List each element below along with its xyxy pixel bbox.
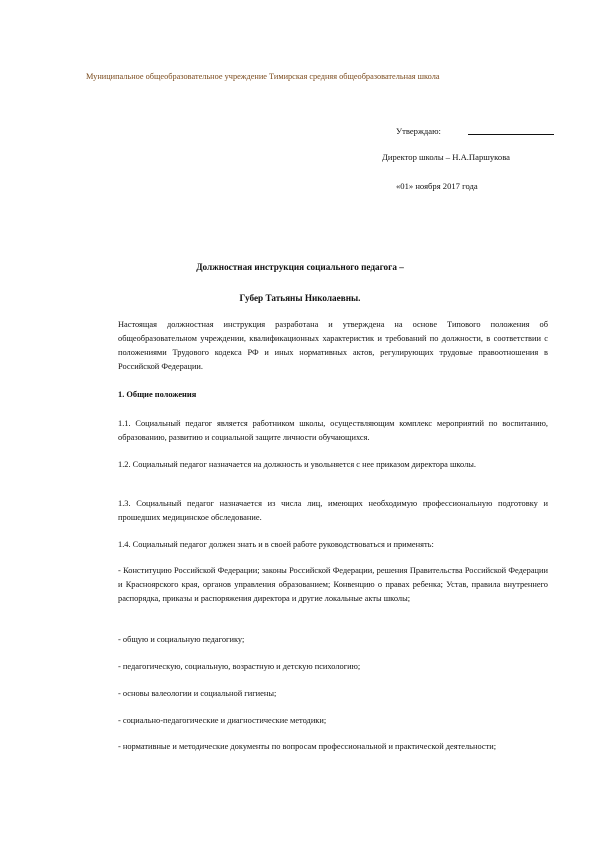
intro-paragraph: Настоящая должностная инструкция разработана и утверждена на основе Типового положения об общеобразовательном учреждении, квалификационных характеристик и требований по должности, в соответствии с положениями Трудового кодекса РФ и иных нормативных актов, регулирующих трудовые правоотношения в Российской Федерации. <box>118 320 548 371</box>
list-item-valeology: - основы валеологии и социальной гигиены; <box>118 689 277 698</box>
organization-header: Муниципальное общеобразовательное учреждение Тимирская средняя общеобразовательная школа <box>86 72 440 81</box>
signature-line <box>468 134 554 135</box>
section-title-general: 1. Общие положения <box>118 390 197 399</box>
list-item-constitution: - Конституцию Российской Федерации; законы Российской Федерации, решения Правительства Российской Федерации и Красноярского края, органов управления образованием; Конвенцию о правах ребенка; Устав, правила внутреннего распорядка, приказы и распоряжения директора и другие локальные акты школы; <box>118 566 548 603</box>
approve-label: Утверждаю: <box>396 126 441 136</box>
paragraph-1-3: 1.3. Социальный педагог назначается из числа лиц, имеющих необходимую профессиональную подготовку и прошедших медицинское обследование. <box>118 499 548 522</box>
document-title: Должностная инструкция социального педагога – <box>196 262 404 272</box>
paragraph-1-1: 1.1. Социальный педагог является работником школы, осуществляющим комплекс мероприятий по воспитанию, образованию, развитию и социальной защите личности обучающихся. <box>118 419 548 442</box>
list-item-pedagogy: - общую и социальную педагогику; <box>118 635 245 644</box>
paragraph-1-2: 1.2. Социальный педагог назначается на должность и увольняется с нее приказом директора школы. <box>118 460 477 469</box>
document-subtitle: Губер Татьяны Николаевны. <box>239 293 361 303</box>
paragraph-1-4: 1.4. Социальный педагог должен знать и в своей работе руководствоваться и применять: <box>118 540 434 549</box>
list-item-psychology: - педагогическую, социальную, возрастную и детскую психологию; <box>118 662 361 671</box>
approval-date: «01» ноября 2017 года <box>396 181 478 191</box>
list-item-methods: - социально-педагогические и диагностические методики; <box>118 716 327 725</box>
list-item-regulations: - нормативные и методические документы по вопросам профессиональной и практической деятельности; <box>118 742 497 751</box>
director-line: Директор школы – Н.А.Паршукова <box>382 152 510 162</box>
